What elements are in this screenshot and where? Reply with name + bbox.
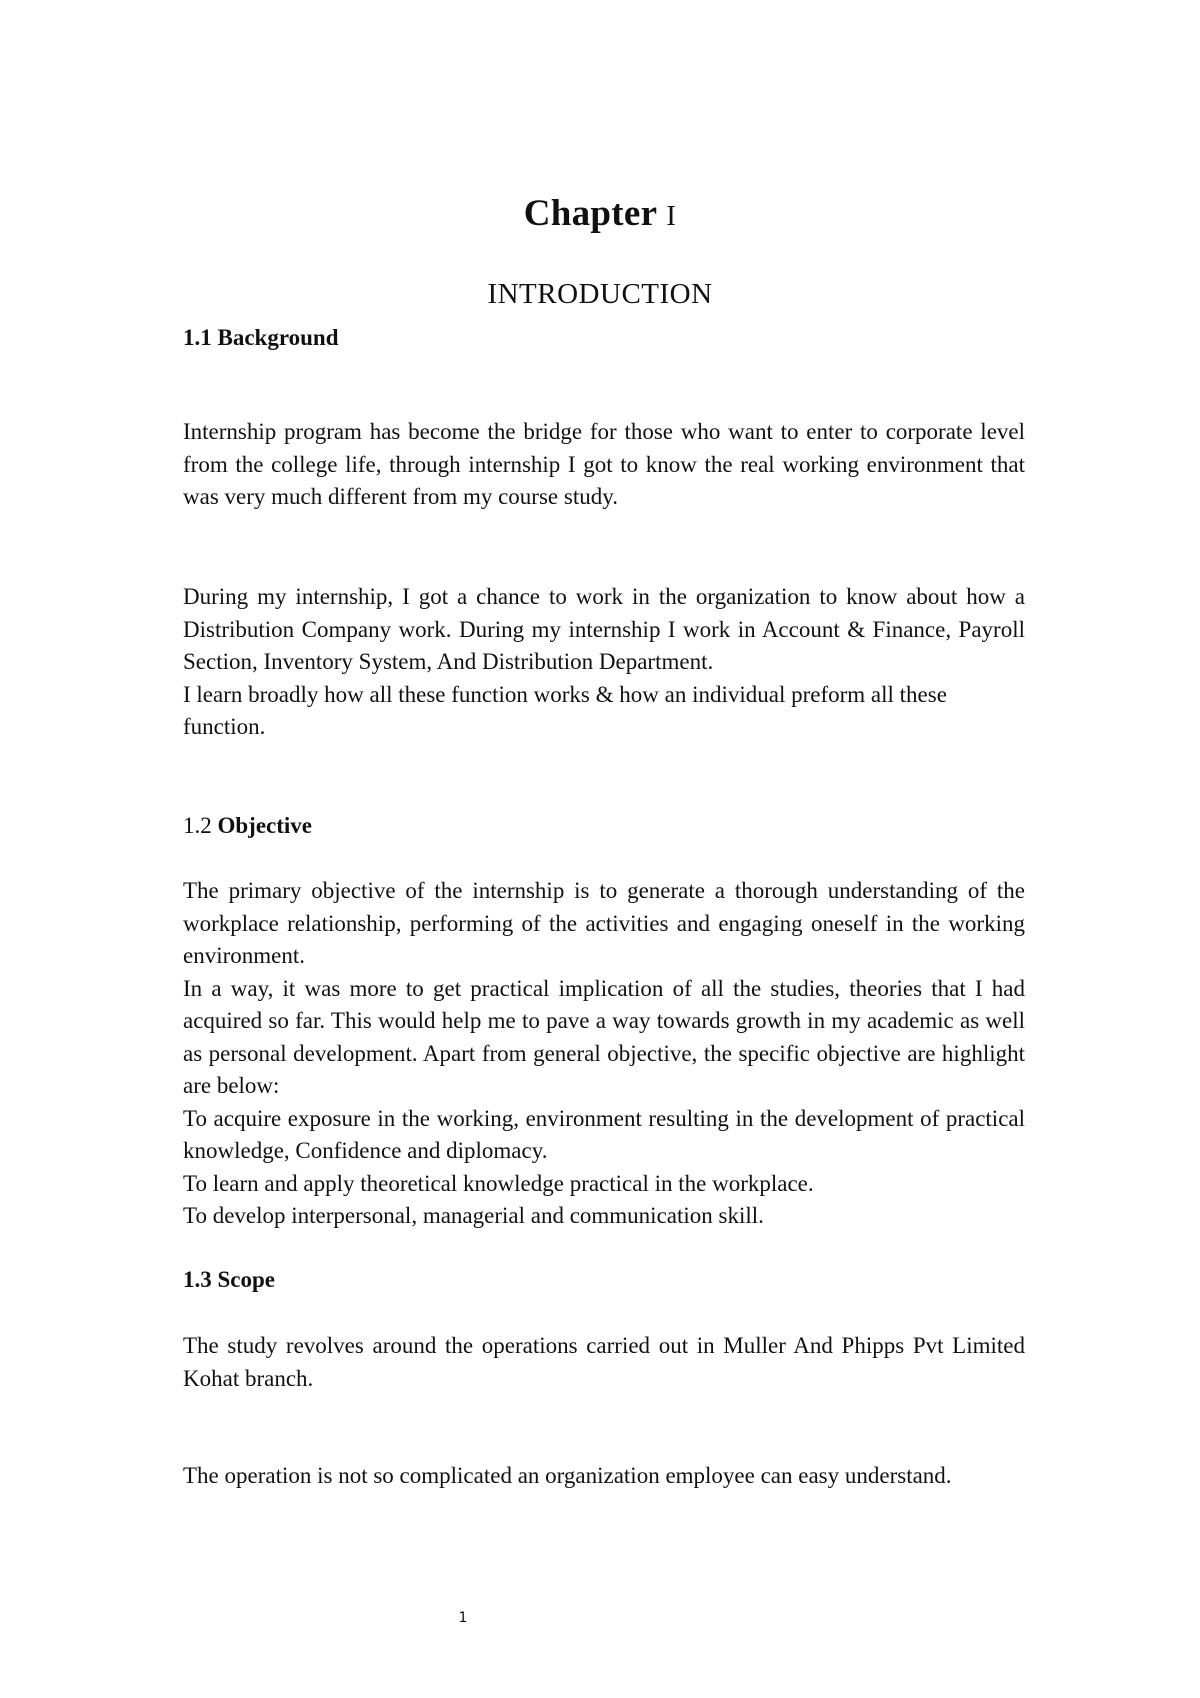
background-paragraph-1-block — [183, 416, 1025, 514]
chapter-number: I — [666, 200, 677, 232]
background-paragraph-1: Internship program has become the bridge for those who want to enter to corporate level from the college life, through internship I got to know the real working environment that was very much different from my course study. — [183, 419, 1025, 509]
background-paragraph-3: I learn broadly how all these function works & how an individual preform all these function. — [183, 681, 947, 739]
scope-paragraph-2: The operation is not so complicated an organization employee can easy understand. — [183, 1463, 952, 1488]
scope-paragraph-2-block — [183, 1460, 1025, 1493]
page-number: 1 — [458, 1610, 468, 1626]
section-number-objective: 1.2 — [183, 813, 212, 838]
section-background — [183, 322, 1025, 355]
objective-paragraph-5: To develop interpersonal, managerial and communication skill. — [183, 1203, 764, 1228]
section-title-objective: Objective — [217, 813, 313, 838]
objective-paragraph-4: To learn and apply theoretical knowledge practical in the workplace. — [183, 1170, 814, 1196]
section-objective — [183, 810, 1025, 843]
objective-paragraph-3: To acquire exposure in the working, environment resulting in the development of practical knowledge, Confidence and diplomacy. — [183, 1105, 1025, 1163]
chapter-title: INTRODUCTION — [487, 278, 713, 310]
objective-body — [183, 875, 1025, 1233]
section-scope — [183, 1264, 1025, 1297]
section-heading-scope: 1.3 Scope — [183, 1267, 275, 1292]
chapter-label: Chapter — [523, 193, 657, 234]
section-heading-background: 1.1 Background — [183, 325, 339, 350]
objective-paragraph-1: The primary objective of the internship is to generate a thorough understanding of the workplace relationship, performing of the activities and engaging oneself in the working environment. — [183, 878, 1025, 968]
section-heading-objective — [183, 810, 1025, 843]
background-paragraph-2-block — [183, 581, 1025, 744]
objective-paragraph-2: In a way, it was more to get practical implication of all the studies, theories that I had acquired so far. This would help me to pave a way towards growth in my academic as well as personal development. Apart from general objective, the specific objective are highlight are below: — [183, 975, 1025, 1098]
chapter-heading — [0, 192, 1200, 235]
scope-paragraph-1-block — [183, 1330, 1025, 1395]
background-paragraph-2: During my internship, I got a chance to work in the organization to know about how a Distribution Company work. During my internship I work in Account & Finance, Payroll Section, Inventory System, And Distribution Department. — [183, 584, 1025, 674]
scope-paragraph-1: The study revolves around the operations carried out in Muller And Phipps Pvt Limited Kohat branch. — [183, 1333, 1025, 1391]
